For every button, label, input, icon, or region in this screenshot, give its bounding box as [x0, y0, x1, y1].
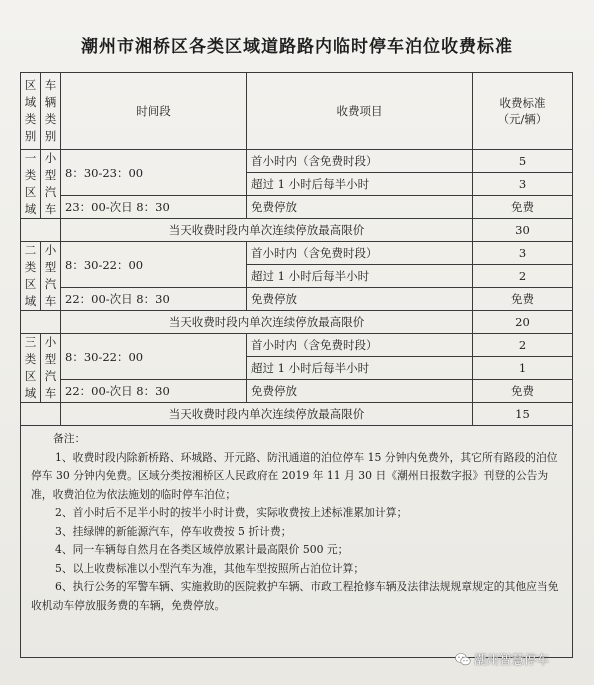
zone2-first-hour-label: 首小时内（含免费时段） — [247, 242, 473, 265]
fee-table — [20, 72, 573, 658]
document-title: 潮州市湘桥区各类区域道路路内临时停车泊位收费标准 — [81, 37, 513, 57]
zone1-day-time: 8：30-23：00 — [61, 150, 247, 196]
watermark-text: 潮州智慧停车 — [474, 652, 550, 667]
zone1-vehicle: 小 型 汽 车 — [41, 150, 61, 219]
zone2-night-time: 22：00-次日 8：30 — [61, 288, 247, 311]
zone2-free-label: 免费停放 — [247, 288, 473, 311]
zone3-cap-label: 当天收费时段内单次连续停放最高限价 — [61, 403, 473, 426]
zone3-row-free — [21, 380, 573, 403]
zone3-night-time: 22：00-次日 8：30 — [61, 380, 247, 403]
zone3-per-half-fee: 1 — [473, 357, 573, 380]
zone3-free-fee: 免费 — [473, 380, 573, 403]
zone3-per-half-label: 超过 1 小时后每半小时 — [247, 357, 473, 380]
zone1-cap-label: 当天收费时段内单次连续停放最高限价 — [61, 219, 473, 242]
zone3-label: 三 类 区 域 — [21, 334, 41, 403]
zone1-cap-spacer — [21, 219, 61, 242]
zone1-per-half-label: 超过 1 小时后每半小时 — [247, 173, 473, 196]
zone3-cap-spacer — [21, 403, 61, 426]
zone1-first-hour-label: 首小时内（含免费时段） — [247, 150, 473, 173]
header-zone-class: 区 域 类 别 — [21, 73, 41, 150]
zone1-cap-fee: 30 — [473, 219, 573, 242]
zone3-first-hour-label: 首小时内（含免费时段） — [247, 334, 473, 357]
zone2-row-first-hour — [21, 242, 573, 265]
zone1-free-fee: 免费 — [473, 196, 573, 219]
zone1-row-first-hour — [21, 150, 573, 173]
zone1-row-cap — [21, 219, 573, 242]
notes-heading: 备注： — [53, 432, 86, 445]
header-time-period: 时间段 — [61, 73, 247, 150]
zone3-row-cap — [21, 403, 573, 426]
zone1-per-half-fee: 3 — [473, 173, 573, 196]
zone3-day-time: 8：30-22：00 — [61, 334, 247, 380]
wechat-icon — [455, 653, 471, 666]
zone2-row-cap — [21, 311, 573, 334]
notes-cell — [21, 426, 573, 658]
zone2-per-half-label: 超过 1 小时后每半小时 — [247, 265, 473, 288]
watermark — [455, 650, 549, 668]
table-header-row — [21, 73, 573, 150]
zone2-row-free — [21, 288, 573, 311]
note-item: 1、收费时段内除新桥路、环城路、开元路、防汛通道的泊位停车 15 分钟内免费外，其它所有路段的泊位停车 30 分钟内免费。区域分类按湘桥区人民政府在 2019 年 11 月 30 日《潮州日报数字报》刊登的公告为准，收费泊位为依法施划的临时停车泊位； — [31, 450, 558, 501]
note-item: 3、挂绿牌的新能源汽车，停车收费按 5 折计费； — [55, 524, 292, 538]
zone3-vehicle: 小 型 汽 车 — [41, 334, 61, 403]
notes-row — [21, 426, 573, 658]
note-item: 2、首小时后不足半小时的按半小时计费，实际收费按上述标准累加计算； — [55, 506, 408, 519]
zone2-day-time: 8：30-22：00 — [61, 242, 247, 288]
zone2-cap-label: 当天收费时段内单次连续停放最高限价 — [61, 311, 473, 334]
zone1-free-label: 免费停放 — [247, 196, 473, 219]
zone1-label: 一 类 区 域 — [21, 150, 41, 219]
zone1-first-hour-fee: 5 — [473, 150, 573, 173]
zone2-free-fee: 免费 — [473, 288, 573, 311]
zone2-first-hour-fee: 3 — [473, 242, 573, 265]
note-item: 5、以上收费标准以小型汽车为准，其他车型按照所占泊位计算； — [55, 561, 365, 575]
note-item: 4、同一车辆每自然月在各类区域停放累计最高限价 500 元； — [55, 543, 349, 556]
zone2-vehicle: 小 型 汽 车 — [41, 242, 61, 311]
header-vehicle-class: 车 辆 类 别 — [41, 73, 61, 150]
zone1-row-free — [21, 196, 573, 219]
zone2-cap-spacer — [21, 311, 61, 334]
zone3-cap-fee: 15 — [473, 403, 573, 426]
zone3-free-label: 免费停放 — [247, 380, 473, 403]
zone2-label: 二 类 区 域 — [21, 242, 41, 311]
header-fee-standard: 收费标准 （元/辆） — [473, 73, 573, 150]
note-item: 6、执行公务的军警车辆、实施救助的医院救护车辆、市政工程抢修车辆及法律法规规章规定的其他应当免收机动车停放服务费的车辆，免费停放。 — [31, 580, 559, 612]
zone3-row-first-hour — [21, 334, 573, 357]
zone3-first-hour-fee: 2 — [473, 334, 573, 357]
zone2-per-half-fee: 2 — [473, 265, 573, 288]
zone1-night-time: 23：00-次日 8：30 — [61, 196, 247, 219]
header-fee-item: 收费项目 — [247, 73, 473, 150]
zone2-cap-fee: 20 — [473, 311, 573, 334]
